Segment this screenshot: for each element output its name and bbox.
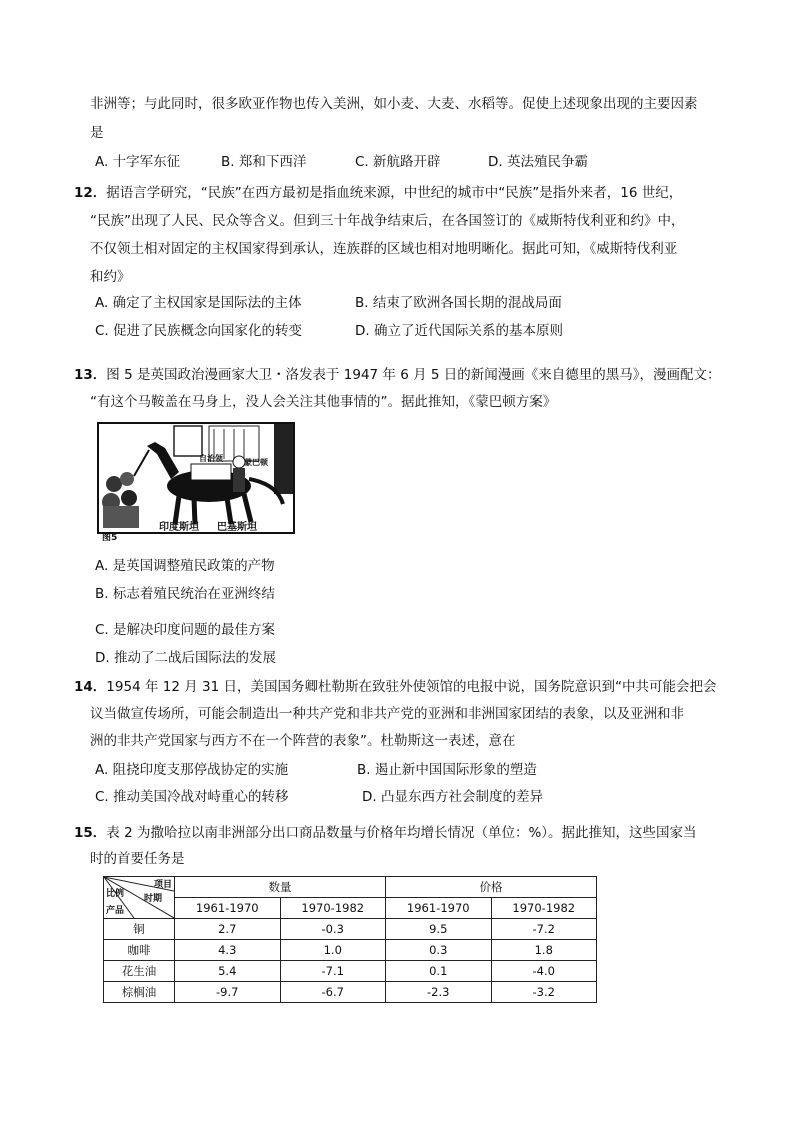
figure-5-label: 图5 [102, 533, 118, 543]
q12-stem-line3: 不仅领土相对固定的主权国家得到承认，连族群的区域也相对地明晰化。据此可知，《威斯特伐利亚 [90, 241, 678, 257]
q15-stem-line2: 时的首要任务是 [90, 851, 185, 867]
value-cell: -2.3 [386, 982, 492, 1003]
q13-number: 13． [74, 367, 107, 383]
table-corner-cell [104, 877, 175, 919]
q14-number: 14． [74, 679, 107, 695]
q14-stem-line2: 议当做宣传场所，可能会制造出一种共产党和非共产党的亚洲和非洲国家团结的表象，以及亚洲和非 [90, 706, 684, 722]
header-period: 1961-1970 [386, 898, 492, 919]
value-cell: 1.8 [491, 940, 597, 961]
value-cell: 5.4 [175, 961, 281, 982]
q12-option-a[interactable]: A. 确定了主权国家是国际法的主体 [95, 295, 302, 311]
q14-option-b[interactable]: B. 遏止新中国国际形象的塑造 [357, 762, 537, 778]
value-cell: -3.2 [491, 982, 597, 1003]
product-cell: 咖啡 [104, 940, 175, 961]
product-cell: 铜 [104, 919, 175, 940]
header-period: 1970-1982 [491, 898, 597, 919]
q13-option-b[interactable]: B. 标志着殖民统治在亚洲终结 [95, 586, 275, 602]
q14-stem-line3: 洲的非共产党国家与西方不在一个阵营的表象”。杜勒斯这一表述，意在 [90, 733, 516, 749]
header-quantity: 数量 [175, 877, 386, 898]
value-cell: -0.3 [280, 919, 386, 940]
figure-5-cartoon [97, 422, 295, 534]
value-cell: 0.1 [386, 961, 492, 982]
q11-option-c[interactable]: C. 新航路开辟 [355, 154, 441, 170]
corner-label-period: 时期 [144, 894, 163, 904]
cartoon-caption-pakistan: 巴基斯坦 [217, 522, 257, 533]
value-cell: 9.5 [386, 919, 492, 940]
value-cell: 1.0 [280, 940, 386, 961]
table-row [104, 961, 597, 982]
header-period: 1961-1970 [175, 898, 281, 919]
q14-stem-line1: 14．1954 年 12 月 31 日，美国国务卿杜勒斯在致驻外使领馆的电报中说，国务院意识到“中共可能会把会 [74, 679, 717, 695]
table-row [104, 919, 597, 940]
value-cell: 4.3 [175, 940, 281, 961]
q12-stem-line2: “民族”出现了人民、民众等含义。但到三十年战争结束后，在各国签订的《威斯特伐利亚和约》中， [90, 213, 685, 229]
q11-option-a[interactable]: A. 十字军东征 [95, 154, 181, 170]
corner-label-item: 项目 [154, 880, 173, 890]
table-row [104, 982, 597, 1003]
cartoon-caption-hindustan: 印度斯坦 [159, 522, 199, 533]
value-cell: 0.3 [386, 940, 492, 961]
product-cell: 棕榈油 [104, 982, 175, 1003]
q11-option-d[interactable]: D. 英法殖民争霸 [488, 154, 588, 170]
q15-number: 15． [74, 825, 107, 841]
value-cell: -6.7 [280, 982, 386, 1003]
header-price: 价格 [386, 877, 597, 898]
q14-option-c[interactable]: C. 推动美国冷战对峙重心的转移 [95, 789, 289, 805]
q12-option-b[interactable]: B. 结束了欧洲各国长期的混战局面 [355, 295, 562, 311]
q12-option-c[interactable]: C. 促进了民族概念向国家化的转变 [95, 323, 303, 339]
table-row [104, 940, 597, 961]
q13-stem-line1: 13．图 5 是英国政治漫画家大卫・洛发表于 1947 年 6 月 5 日的新闻漫画《来自德里的黑马》，漫画配文： [74, 367, 721, 383]
value-cell: -7.1 [280, 961, 386, 982]
q11-option-b[interactable]: B. 郑和下西洋 [221, 154, 307, 170]
value-cell: -7.2 [491, 919, 597, 940]
q12-stem-line4: 和约》 [90, 269, 131, 285]
value-cell: -9.7 [175, 982, 281, 1003]
q14-option-a[interactable]: A. 阻挠印度支那停战协定的实施 [95, 762, 289, 778]
q11-stem-line2: 是 [90, 125, 104, 141]
corner-label-ratio: 比例 [106, 889, 125, 899]
table-2 [103, 876, 597, 1003]
value-cell: 2.7 [175, 919, 281, 940]
corner-label-product: 产品 [106, 906, 125, 916]
cartoon-label-dominion: 自治领 [199, 454, 223, 463]
q14-option-d[interactable]: D. 凸显东西方社会制度的差异 [362, 789, 543, 805]
cartoon-label-mountbatten: 蒙巴顿 [244, 458, 268, 467]
q11-stem-line1: 非洲等；与此同时，很多欧亚作物也传入美洲，如小麦、大麦、水稻等。促使上述现象出现的主要因素 [90, 96, 698, 112]
q12-option-d[interactable]: D. 确立了近代国际关系的基本原则 [355, 323, 563, 339]
q12-number: 12． [74, 185, 107, 201]
q13-stem-line2: “有这个马鞍盖在马身上，没人会关注其他事情的”。据此推知，《蒙巴顿方案》 [90, 394, 557, 410]
cartoon-drawing [99, 424, 293, 532]
product-cell: 花生油 [104, 961, 175, 982]
q12-stem-line1: 12．据语言学研究，“民族”在西方最初是指血统来源，中世纪的城市中“民族”是指外来者，16 世纪， [74, 185, 683, 201]
q13-option-c[interactable]: C. 是解决印度问题的最佳方案 [95, 622, 276, 638]
value-cell: -4.0 [491, 961, 597, 982]
header-period: 1970-1982 [280, 898, 386, 919]
q13-option-a[interactable]: A. 是英国调整殖民政策的产物 [95, 558, 275, 574]
q15-stem-line1: 15．表 2 为撒哈拉以南非洲部分出口商品数量与价格年均增长情况（单位：%）。据此推知，这些国家当 [74, 825, 697, 841]
q13-option-d[interactable]: D. 推动了二战后国际法的发展 [95, 650, 276, 666]
